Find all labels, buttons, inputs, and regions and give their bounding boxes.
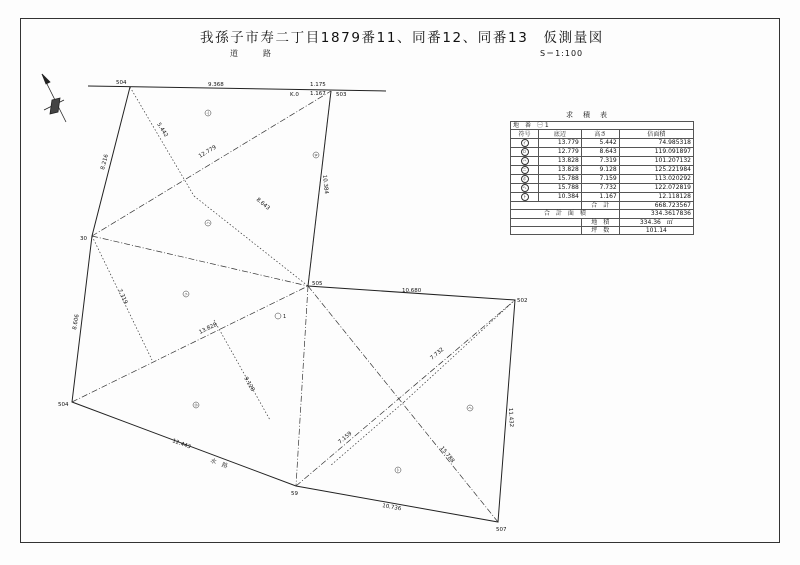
point-labels bbox=[58, 80, 528, 533]
edge-length: 5.442 bbox=[155, 121, 169, 139]
row-base: 15.788 bbox=[539, 183, 582, 192]
region-symbol-ro bbox=[313, 152, 319, 158]
row-height: 8.643 bbox=[581, 147, 619, 156]
row-base: 13.828 bbox=[539, 165, 582, 174]
table-total-row bbox=[511, 201, 694, 209]
region-symbol-i bbox=[205, 110, 211, 116]
table-sum-row bbox=[511, 210, 694, 218]
col-header: 底辺 bbox=[539, 130, 582, 138]
row-symbol: ニ bbox=[522, 166, 527, 172]
svg-text:イ: イ bbox=[206, 110, 210, 116]
edge-length: 15.788 bbox=[438, 445, 456, 465]
edge-length: 10.680 bbox=[402, 288, 422, 294]
row-double-area: 125.221984 bbox=[619, 165, 693, 174]
table-row bbox=[511, 174, 694, 183]
row-double-area: 74.985318 bbox=[619, 138, 693, 147]
region-symbol-ha bbox=[205, 220, 211, 226]
scale-label: S＝1:100 bbox=[540, 49, 584, 58]
col-header: 倍面積 bbox=[619, 130, 693, 138]
region-symbol-ni bbox=[183, 291, 189, 297]
edge-length: 1.175 bbox=[310, 82, 326, 88]
row-height: 9.128 bbox=[581, 165, 619, 174]
point-label: 503 bbox=[336, 92, 347, 98]
table-row bbox=[511, 165, 694, 174]
svg-text:ハ: ハ bbox=[206, 220, 210, 226]
table-row bbox=[511, 122, 694, 130]
page-title: 我孫子市寿二丁目1879番11、同番12、同番13 仮測量図 bbox=[200, 30, 604, 46]
road-line bbox=[88, 86, 386, 91]
row-symbol: ト bbox=[522, 193, 527, 199]
point-label: K.0 bbox=[290, 92, 299, 98]
row-double-area: 101.207132 bbox=[619, 156, 693, 165]
total-label: 合 計 bbox=[581, 201, 619, 209]
table-row bbox=[511, 138, 694, 147]
point-label: 507 bbox=[496, 527, 507, 533]
row-height: 7.732 bbox=[581, 183, 619, 192]
edge-length: 8.216 bbox=[100, 153, 111, 171]
svg-text:ト: ト bbox=[396, 467, 400, 473]
svg-text:1: 1 bbox=[283, 314, 287, 320]
row-base: 15.788 bbox=[539, 174, 582, 183]
chiseki-label: 地 積 bbox=[581, 218, 619, 226]
point-label: 502 bbox=[517, 298, 528, 304]
table-row bbox=[511, 147, 694, 156]
row-base: 13.779 bbox=[539, 138, 582, 147]
row-symbol: ホ bbox=[522, 175, 527, 181]
row-height: 1.167 bbox=[581, 192, 619, 201]
north-arrow-icon bbox=[42, 74, 66, 122]
sum-area-label: 合 計 面 積 bbox=[511, 210, 620, 218]
row-height: 5.442 bbox=[581, 138, 619, 147]
lot-number-marker bbox=[275, 313, 286, 320]
point-label: 504 bbox=[58, 402, 69, 408]
edge-length: 12.443 bbox=[171, 438, 192, 451]
row-double-area: 113.020292 bbox=[619, 174, 693, 183]
edge-length: 8.606 bbox=[72, 313, 81, 331]
point-label: 505 bbox=[312, 281, 323, 287]
row-symbol: ハ bbox=[522, 157, 527, 163]
lot-label: 地 番 ㊀ 1 bbox=[511, 122, 694, 130]
tsubo-value: 101.14 bbox=[619, 226, 693, 234]
row-double-area: 122.072819 bbox=[619, 183, 693, 192]
region-symbols bbox=[183, 110, 473, 473]
sum-area-value: 334.3617836 bbox=[619, 210, 693, 218]
point-label: 504 bbox=[116, 80, 127, 86]
row-height: 7.319 bbox=[581, 156, 619, 165]
height-lines bbox=[92, 87, 515, 466]
table-header-row bbox=[511, 130, 694, 138]
row-double-area: 12.118128 bbox=[619, 192, 693, 201]
svg-text:ニ: ニ bbox=[184, 291, 188, 297]
total-value: 668.723567 bbox=[619, 201, 693, 209]
table-tsubo-row bbox=[511, 226, 694, 234]
area-table bbox=[510, 121, 694, 235]
edge-length: 12.779 bbox=[197, 144, 218, 160]
row-base: 10.384 bbox=[539, 192, 582, 201]
row-symbol: ロ bbox=[522, 148, 527, 154]
edge-length: 8.643 bbox=[254, 196, 271, 212]
edge-length: 7.159 bbox=[337, 430, 354, 446]
svg-text:ホ: ホ bbox=[194, 402, 198, 408]
edge-length: 10.736 bbox=[381, 503, 402, 513]
edge-length: 9.128 bbox=[242, 376, 256, 393]
edge-length: 7.319 bbox=[116, 288, 129, 306]
tsubo-label: 坪 数 bbox=[581, 226, 619, 234]
region-symbol-ho bbox=[193, 402, 199, 408]
lane-label: 水 路 bbox=[209, 457, 229, 471]
table-row bbox=[511, 183, 694, 192]
edge-labels bbox=[72, 82, 514, 512]
row-base: 13.828 bbox=[539, 156, 582, 165]
area-table-title: 求 積 表 bbox=[566, 111, 609, 119]
col-header: 高さ bbox=[581, 130, 619, 138]
col-header: 符号 bbox=[511, 130, 539, 138]
edge-length: 11.432 bbox=[507, 407, 515, 428]
table-row bbox=[511, 156, 694, 165]
row-symbol: ヘ bbox=[522, 184, 527, 190]
table-chiseki-row bbox=[511, 218, 694, 226]
point-label: 59 bbox=[291, 491, 298, 497]
road-label: 道 路 bbox=[230, 49, 274, 58]
row-height: 7.159 bbox=[581, 174, 619, 183]
point-label: 30 bbox=[80, 236, 87, 242]
table-row bbox=[511, 192, 694, 201]
region-symbol-he bbox=[467, 405, 473, 411]
row-symbol: イ bbox=[522, 139, 527, 145]
edge-length: 7.732 bbox=[429, 346, 446, 362]
row-base: 12.779 bbox=[539, 147, 582, 156]
chiseki-value: 334.36 ㎡ bbox=[619, 218, 693, 226]
edge-length: 10.384 bbox=[321, 174, 329, 195]
row-double-area: 119.091897 bbox=[619, 147, 693, 156]
region-symbol-to bbox=[395, 467, 401, 473]
edge-length: 9.368 bbox=[208, 82, 224, 88]
svg-text:ヘ: ヘ bbox=[468, 405, 472, 411]
svg-text:ロ: ロ bbox=[314, 152, 318, 158]
edge-length: 13.828 bbox=[198, 321, 219, 336]
edge-length: 1.167 bbox=[310, 91, 326, 97]
